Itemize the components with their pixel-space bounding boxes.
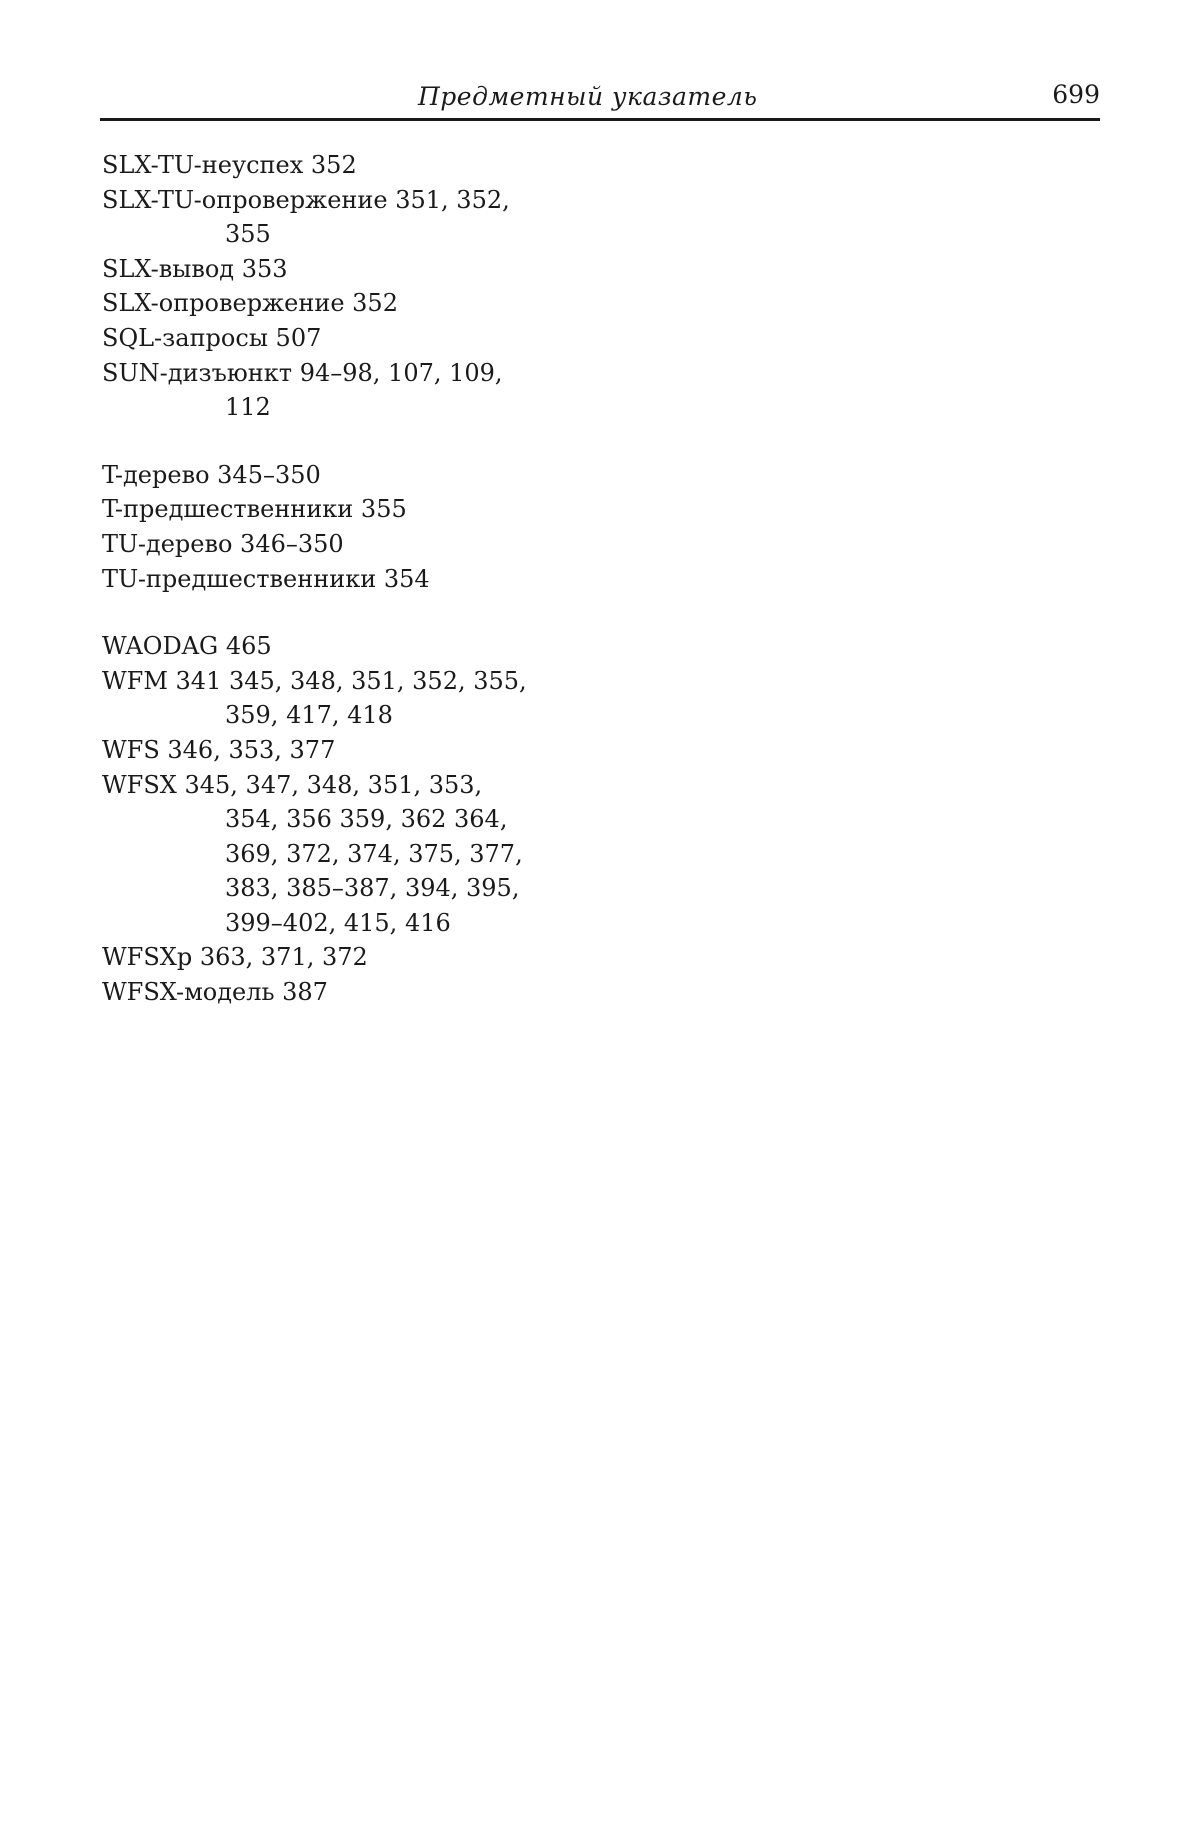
index-letter-group [102,458,562,596]
index-entry-line: SUN-дизъюнкт 94–98, 107, 109, [102,358,503,387]
index-entry [102,458,562,493]
subject-index [102,148,562,1043]
index-entry-line: SQL-запросы 507 [102,323,322,352]
index-entry-line: WFSX-модель 387 [102,978,328,1007]
index-entry-line: WAODAG 465 [102,632,272,661]
index-entry [102,148,562,183]
index-entry [102,527,562,562]
index-entry [102,492,562,527]
index-entry [102,252,562,287]
index-entry [102,183,562,252]
index-entry [102,562,562,597]
index-entry-line: T-предшественники 355 [102,495,407,524]
index-entry-line: SLX-TU-неуспех 352 [102,151,357,179]
page-number: 699 [1052,80,1100,109]
index-entry-line: SLX-TU-опровержение 351, 352, [102,185,510,214]
index-entry-line: WFM 341 345, 348, 351, 352, 355, [102,666,527,695]
index-entry-line: WFSX 345, 347, 348, 351, 353, [102,770,483,799]
index-entry-line: SLX-вывод 353 [102,254,288,283]
index-entry-continuation: 383, 385–387, 394, 395, [225,874,520,903]
index-entry-line: WFS 346, 353, 377 [102,735,336,764]
index-entry-continuation: 399–402, 415, 416 [225,908,451,937]
index-entry [102,940,562,975]
index-entry-line: TU-предшественники 354 [102,564,430,593]
index-entry-continuation: 359, 417, 418 [225,701,393,730]
index-entry-line: SLX-опровержение 352 [102,289,398,318]
running-header [100,78,1100,121]
index-entry [102,733,562,768]
index-entry-line: TU-дерево 346–350 [102,529,344,558]
index-entry [102,356,562,425]
running-title: Предметный указатель [418,82,758,111]
index-entry [102,629,562,664]
index-entry [102,768,562,941]
index-letter-group [102,148,562,425]
index-entry-line: WFSXp 363, 371, 372 [102,943,368,972]
index-entry [102,664,562,733]
index-entry-continuation: 112 [225,393,271,422]
index-entry-continuation: 369, 372, 374, 375, 377, [225,839,523,868]
index-entry-continuation: 354, 356 359, 362 364, [225,805,508,834]
index-entry [102,321,562,356]
index-letter-group [102,629,562,1010]
index-entry [102,975,562,1010]
index-entry-line: T-дерево 345–350 [102,460,321,489]
index-entry [102,286,562,321]
index-entry-continuation: 355 [225,220,271,249]
